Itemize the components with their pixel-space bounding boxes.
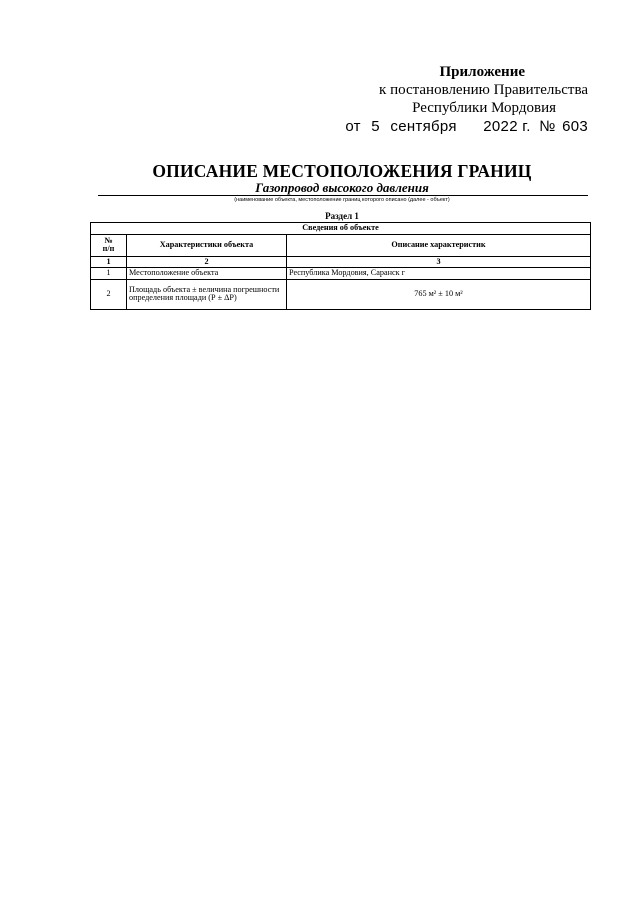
date-prefix: от bbox=[345, 118, 361, 135]
appendix-line-1: к постановлению Правительства bbox=[379, 82, 588, 98]
date-day: 5 bbox=[371, 118, 380, 135]
row-characteristic: Местоположение объекта bbox=[127, 268, 287, 280]
object-name-underline bbox=[98, 195, 588, 196]
date-year: 2022 г. bbox=[483, 118, 531, 135]
appendix-line-2: Республики Мордовия bbox=[412, 100, 556, 116]
table-title: Сведения об объекте bbox=[91, 223, 591, 235]
row-description: 765 м² ± 10 м² bbox=[287, 279, 591, 309]
table-row bbox=[91, 279, 591, 309]
row-number: 2 bbox=[91, 279, 127, 309]
number-label: № bbox=[539, 118, 556, 135]
decree-number: 603 bbox=[562, 118, 588, 135]
column-header-characteristic: Характеристики объекта bbox=[127, 234, 287, 256]
section-title: Раздел 1 bbox=[325, 211, 359, 221]
column-header-description: Описание характеристик bbox=[287, 234, 591, 256]
column-number-2: 2 bbox=[127, 256, 287, 268]
column-number-1: 1 bbox=[91, 256, 127, 268]
date-month: сентября bbox=[390, 118, 457, 135]
row-description: Республика Мордовия, Саранск г bbox=[287, 268, 591, 280]
column-header-number: № п/п bbox=[91, 234, 127, 256]
object-name-caption: (наименование объекта, местоположение границ которого описано (далее - объект) bbox=[234, 197, 450, 203]
object-name: Газопровод высокого давления bbox=[255, 180, 429, 195]
table-row bbox=[91, 268, 591, 280]
document-title: ОПИСАНИЕ МЕСТОПОЛОЖЕНИЯ ГРАНИЦ bbox=[152, 161, 532, 181]
appendix-title: Приложение bbox=[439, 64, 525, 80]
column-number-3: 3 bbox=[287, 256, 591, 268]
row-characteristic: Площадь объекта ± величина погрешности определения площади (Р ± ΔР) bbox=[127, 279, 287, 309]
object-info-table bbox=[90, 222, 591, 310]
row-number: 1 bbox=[91, 268, 127, 280]
appendix-date-line bbox=[345, 118, 588, 135]
